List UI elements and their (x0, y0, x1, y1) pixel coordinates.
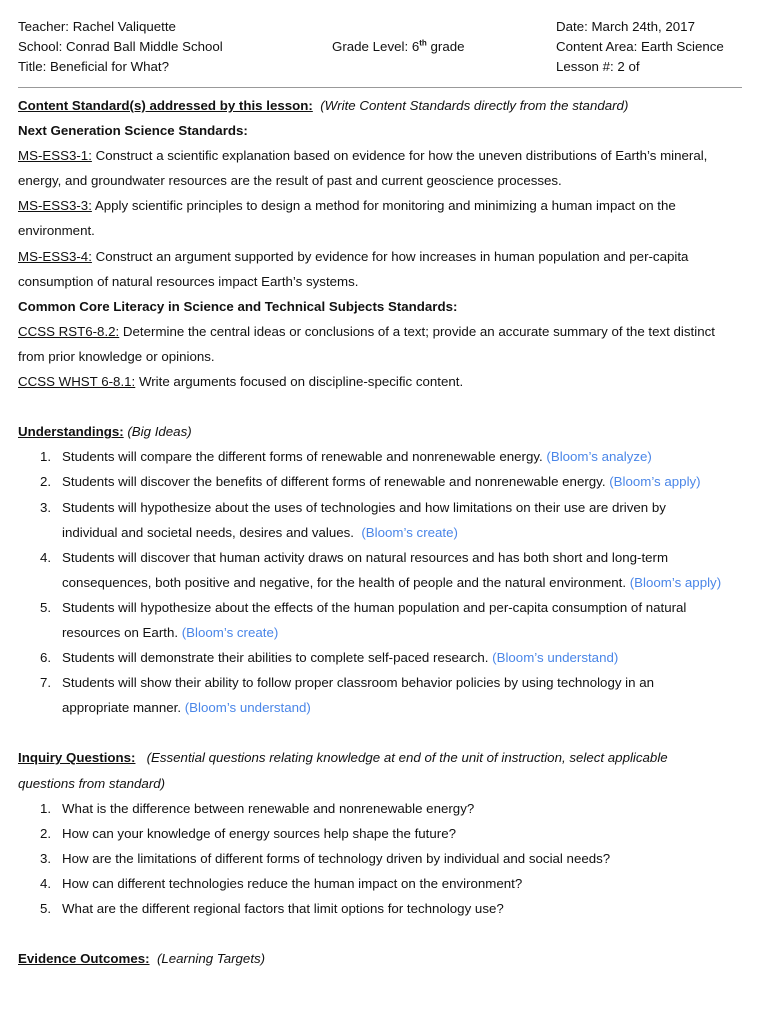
understanding-item (18, 545, 742, 595)
inquiry-question-text: How can different technologies reduce the human impact on the environment? (62, 875, 523, 891)
standard-code: CCSS RST6-8.2: (18, 323, 120, 339)
list-number: 3. (40, 499, 52, 515)
evidence-note: (Learning Targets) (156, 951, 266, 967)
inquiry-question (18, 896, 742, 921)
understanding-text: Students will discover the benefits of different forms of renewable and nonrenewable energy. (62, 474, 610, 490)
evidence-heading-line (18, 946, 742, 971)
ngss-standard (18, 244, 742, 294)
content-area: Content Area: Earth Science (556, 39, 724, 54)
understandings-heading: Understandings: (18, 424, 124, 440)
header-divider (18, 87, 742, 88)
bloom-level-tag: (Bloom’s apply) (629, 574, 722, 590)
inquiry-heading-line (18, 745, 742, 770)
ngss-heading: Next Generation Science Standards: (18, 123, 248, 139)
list-number: 4. (40, 549, 52, 565)
understanding-text: consequences, both positive and negative, for the health of people and the natural environment. (62, 574, 630, 590)
standard-text: Construct an argument supported by evidence for how increases in human population and per-capita (91, 248, 689, 264)
inquiry-question-text: How can your knowledge of energy sources help shape the future? (62, 825, 456, 841)
understanding-line (62, 570, 742, 595)
inquiry-question (18, 871, 742, 896)
list-number: 4. (40, 875, 52, 891)
list-number: 1. (40, 449, 52, 465)
understanding-item (18, 469, 742, 494)
header-left (18, 17, 223, 77)
understanding-line (62, 595, 742, 620)
grade-level-suffix: grade (426, 39, 465, 54)
standard-text-cont: from prior knowledge or opinions. (18, 348, 215, 364)
bloom-level-tag: (Bloom’s create) (361, 524, 458, 540)
understanding-item (18, 444, 742, 469)
grade-level (332, 37, 465, 57)
spacer (18, 720, 742, 745)
understanding-text: Students will demonstrate their abilities to complete self-paced research. (62, 650, 493, 666)
bloom-level-tag: (Bloom’s analyze) (546, 449, 652, 465)
standards-heading-line (18, 93, 742, 118)
list-number: 1. (40, 800, 52, 816)
spacer (18, 921, 742, 946)
list-number: 5. (40, 901, 52, 916)
inquiry-question-text: How are the limitations of different forms of technology driven by individual and social needs? (62, 850, 611, 866)
understanding-line (62, 645, 742, 670)
ccss-standard (18, 319, 742, 369)
list-number: 2. (40, 474, 52, 490)
bloom-level-tag: (Bloom’s understand) (184, 700, 311, 716)
understanding-item (18, 670, 742, 720)
understanding-line (62, 444, 742, 469)
bloom-level-tag: (Bloom’s create) (181, 624, 279, 640)
lesson-body (18, 93, 742, 971)
standard-text: Write arguments focused on discipline-specific content. (135, 374, 464, 390)
bloom-level-tag: (Bloom’s apply) (609, 474, 701, 490)
understanding-text: individual and societal needs, desires and values. (62, 524, 362, 540)
understanding-line (62, 545, 742, 570)
ngss-standard (18, 193, 742, 243)
ccss-standard (18, 369, 742, 394)
inquiry-heading: Inquiry Questions: (18, 750, 136, 766)
list-number: 6. (40, 650, 52, 666)
standards-heading: Content Standard(s) addressed by this lesson: (18, 98, 313, 113)
understanding-line (62, 620, 742, 645)
grade-level-prefix: Grade Level: 6 (332, 39, 420, 54)
ngss-standard (18, 143, 742, 193)
understanding-line (62, 520, 742, 545)
inquiry-note: (Essential questions relating knowledge at end of the unit of instruction, select applicable (146, 750, 668, 766)
understanding-line (62, 670, 742, 695)
understandings-heading-line (18, 419, 742, 444)
grade-level-superscript: th (419, 38, 427, 48)
standard-code: MS-ESS3-4: (18, 248, 92, 264)
standard-code: CCSS WHST 6-8.1: (18, 374, 136, 390)
understanding-text: Students will show their ability to follow proper classroom behavior policies by using technology in an (62, 675, 655, 691)
understanding-text: Students will discover that human activity draws on natural resources and has both short and long-term (62, 549, 669, 565)
inquiry-note-cont: questions from standard) (18, 775, 166, 791)
understanding-line (62, 469, 742, 494)
header-middle (332, 37, 465, 57)
understanding-item (18, 645, 742, 670)
inquiry-question-text: What is the difference between renewable and nonrenewable energy? (62, 800, 475, 816)
understanding-item (18, 495, 742, 545)
standard-text: Construct a scientific explanation based on evidence for how the uneven distributions of Earth’s mineral, (91, 148, 708, 164)
standard-text: Apply scientific principles to design a method for monitoring and minimizing a human impact on the (91, 198, 676, 214)
standard-text-cont: energy, and groundwater resources are the result of past and current geoscience processes. (18, 173, 562, 189)
standard-code: MS-ESS3-1: (18, 148, 92, 164)
header-right (556, 17, 724, 77)
list-number: 3. (40, 850, 52, 866)
list-number: 5. (40, 599, 52, 615)
inquiry-list (18, 796, 742, 921)
inquiry-question-text: What are the different regional factors that limit options for technology use? (62, 901, 504, 916)
understanding-text: Students will hypothesize about the effects of the human population and per-capita consumption of natural (62, 599, 687, 615)
understanding-text: appropriate manner. (62, 700, 185, 716)
bloom-level-tag: (Bloom’s understand) (492, 650, 619, 666)
evidence-heading: Evidence Outcomes: (18, 951, 150, 967)
inquiry-question (18, 821, 742, 846)
understanding-line (62, 695, 742, 720)
understandings-note: (Big Ideas) (127, 424, 192, 440)
inquiry-question (18, 796, 742, 821)
inquiry-question (18, 846, 742, 871)
understanding-text: Students will hypothesize about the uses of technologies and how limitations on their use are driven by (62, 499, 666, 515)
lesson-plan-page (18, 0, 742, 967)
teacher-name: Teacher: Rachel Valiquette (18, 19, 176, 34)
standard-text-cont: consumption of natural resources impact Earth’s systems. (18, 273, 359, 289)
standard-code: MS-ESS3-3: (18, 198, 92, 214)
standards-heading-note: (Write Content Standards directly from the standard) (320, 98, 629, 113)
understanding-line (62, 495, 742, 520)
list-number: 2. (40, 825, 52, 841)
standard-text-cont: environment. (18, 223, 95, 239)
lesson-date: Date: March 24th, 2017 (556, 19, 695, 34)
standard-text: Determine the central ideas or conclusions of a text; provide an accurate summary of the text distinct (119, 323, 715, 339)
lesson-header (18, 0, 742, 86)
understanding-text: resources on Earth. (62, 624, 182, 640)
school-name: School: Conrad Ball Middle School (18, 39, 223, 54)
spacer (18, 394, 742, 419)
understanding-item (18, 595, 742, 645)
understandings-list (18, 444, 742, 720)
list-number: 7. (40, 675, 52, 691)
ccss-heading: Common Core Literacy in Science and Technical Subjects Standards: (18, 298, 458, 314)
lesson-number: Lesson #: 2 of (556, 59, 640, 74)
understanding-text: Students will compare the different forms of renewable and nonrenewable energy. (62, 449, 547, 465)
lesson-title: Title: Beneficial for What? (18, 59, 170, 74)
